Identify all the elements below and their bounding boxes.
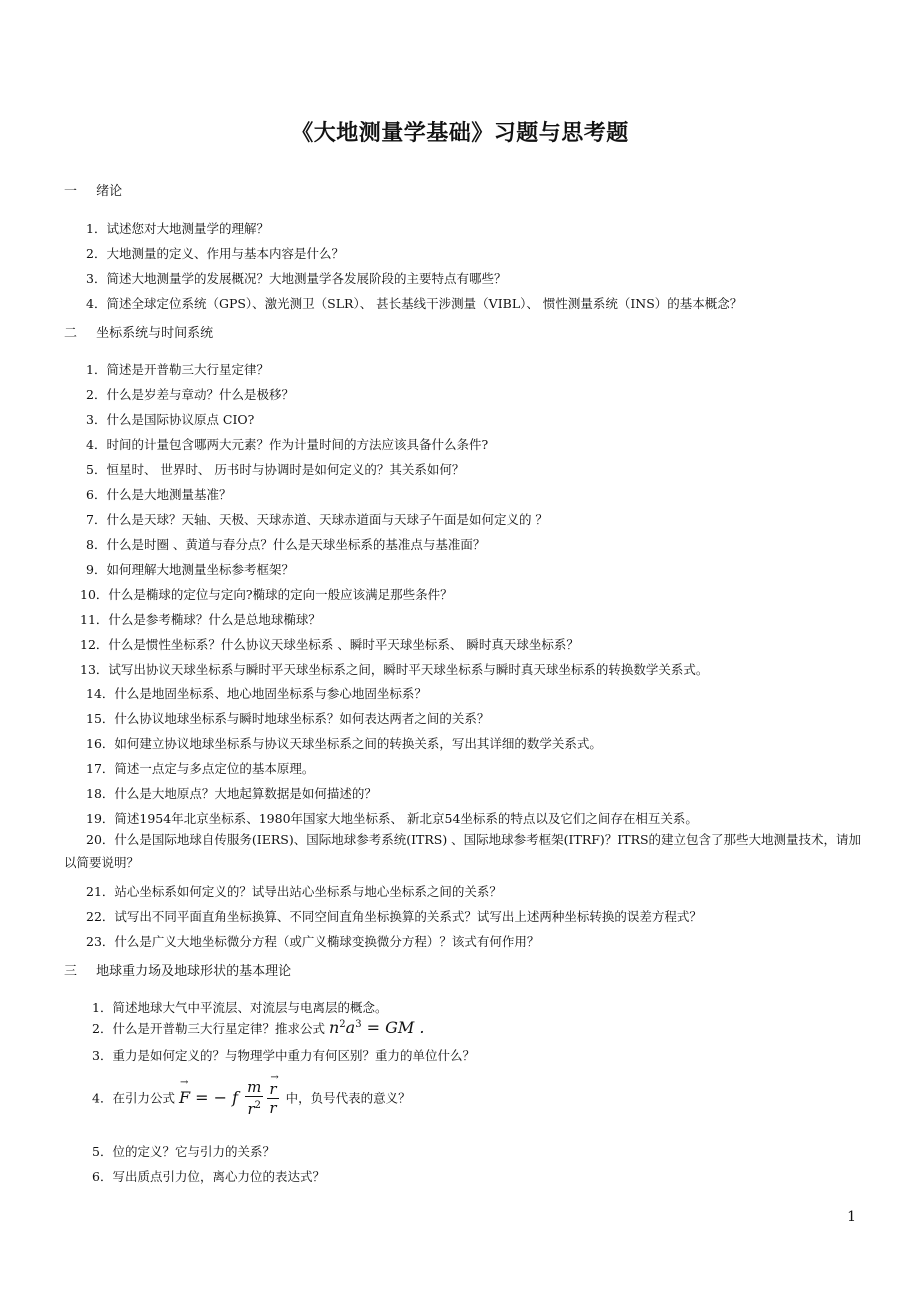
formula-symbol: r — [247, 1100, 255, 1118]
list-item: 1．简述是开普勒三大行星定律？ — [86, 362, 269, 377]
section-title: 绪论 — [96, 184, 123, 199]
section-title: 坐标系统与时间系统 — [96, 326, 214, 341]
vector-f — [178, 1076, 191, 1107]
list-item: 22．试写出不同平面直角坐标换算、不同空间直角坐标换算的关系式？试写出上述两种坐标转换的误差方程式？ — [86, 909, 702, 924]
document-title: 《大地测量学基础》习题与思考题 — [291, 121, 629, 146]
list-item: 15．什么协议地球坐标系与瞬时地球坐标系？如何表达两者之间的关系？ — [86, 711, 490, 726]
section-heading-3 — [64, 960, 291, 979]
list-item: 6．写出质点引力位，离心力位的表达式？ — [92, 1169, 325, 1184]
fraction-m-r2 — [245, 1078, 263, 1118]
list-item: 2．大地测量的定义、作用与基本内容是什么？ — [86, 246, 344, 261]
section-title: 地球重力场及地球形状的基本理论 — [96, 964, 292, 979]
list-item: 5．恒星时、 世界时、 历书时与协调时是如何定义的？其关系如何？ — [86, 462, 465, 477]
gravity-formula — [178, 1071, 286, 1118]
list-item: 10．什么是椭球的定位与定向?椭球的定向一般应该满足那些条件？ — [80, 587, 453, 602]
numerator — [267, 1071, 279, 1099]
list-item-gravity — [92, 1071, 411, 1118]
denominator: r — [269, 1098, 277, 1117]
vector-r — [269, 1071, 279, 1098]
list-item-text: 4．在引力公式 — [92, 1090, 175, 1106]
list-item: 1．简述地球大气中平流层、对流层与电离层的概念。 — [92, 1000, 388, 1015]
list-item: 20．什么是国际地球自传服务(IERS)、国际地球参考系统(ITRS) 、国际地球参考框架(ITRF)？ITRS的建立包含了那些大地测量技术，请加以简要说明？ — [64, 832, 862, 870]
formula-operator: = − f — [190, 1087, 244, 1107]
list-item: 13．试写出协议天球坐标系与瞬时平天球坐标系之间，瞬时平天球坐标系与瞬时真天球坐标系的转换数学关系式。 — [80, 662, 709, 677]
list-item: 2．什么是岁差与章动？什么是极移？ — [86, 387, 294, 402]
list-item: 4．时间的计量包含哪两大元素？作为计量时间的方法应该具备什么条件? — [86, 437, 489, 452]
kepler-formula — [329, 1018, 425, 1037]
list-item: 7．什么是天球？天轴、天极、天球赤道、天球赤道面与天球子午面是如何定义的 ？ — [86, 512, 548, 527]
list-item: 21．站心坐标系如何定义的？试导出站心坐标系与地心坐标系之间的关系？ — [86, 884, 502, 899]
formula-symbol: r — [269, 1079, 277, 1098]
formula-exponent: 2 — [339, 1019, 346, 1030]
list-item: 17．简述一点定与多点定位的基本原理。 — [86, 761, 315, 776]
list-item: 1．试述您对大地测量学的理解？ — [86, 221, 269, 236]
list-item: 23．什么是广义大地坐标微分方程（或广义椭球变换微分方程）？该式有何作用？ — [86, 934, 540, 949]
list-item: 18．什么是大地原点？大地起算数据是如何描述的？ — [86, 786, 377, 801]
list-item-suffix: 中，负号代表的意义？ — [285, 1090, 411, 1106]
list-item: 3．什么是国际协议原点 CIO? — [86, 412, 255, 427]
list-item: 6．什么是大地测量基准？ — [86, 487, 232, 502]
list-item: 14．什么是地固坐标系、地心地固坐标系与参心地固坐标系？ — [86, 686, 427, 701]
list-item: 16．如何建立协议地球坐标系与协议天球坐标系之间的转换关系，写出其详细的数学关系式。 — [86, 736, 602, 751]
list-item: 3．重力是如何定义的？与物理学中重力有何区别？重力的单位什么？ — [92, 1048, 475, 1063]
vector-arrow-icon: → — [270, 1071, 279, 1083]
list-item: 5．位的定义？它与引力的关系？ — [92, 1144, 275, 1159]
section-number: 三 — [64, 964, 78, 979]
list-item-kepler — [92, 1018, 424, 1037]
section-number: 一 — [64, 184, 78, 199]
list-item: 9．如何理解大地测量坐标参考框架？ — [86, 562, 294, 577]
formula-exponent: 3 — [355, 1019, 362, 1030]
list-item-text: 2．什么是开普勒三大行星定律？推求公式 — [92, 1021, 325, 1036]
formula-rhs: = GM . — [361, 1018, 425, 1037]
list-item: 19．简述1954年北京坐标系、1980年国家大地坐标系、 新北京54坐标系的特点以及它们之间存在相互关系。 — [86, 811, 698, 826]
section-heading-2 — [64, 322, 213, 341]
denominator — [245, 1097, 263, 1118]
list-item: 12．什么是惯性坐标系？什么协议天球坐标系 、瞬时平天球坐标系、 瞬时真天球坐标系？ — [80, 637, 579, 652]
formula-exponent: 2 — [254, 1100, 262, 1111]
section-number: 二 — [64, 326, 78, 341]
list-item: 8．什么是时圈 、黄道与春分点？什么是天球坐标系的基准点与基准面？ — [86, 537, 486, 552]
formula-symbol: n — [328, 1018, 340, 1037]
section-heading-1 — [64, 180, 122, 199]
formula-symbol: a — [345, 1018, 356, 1037]
vector-arrow-icon: → — [179, 1076, 189, 1088]
list-item: 11．什么是参考椭球？什么是总地球椭球？ — [80, 612, 321, 627]
numerator: m — [247, 1078, 262, 1096]
page-number: 1 — [847, 1209, 856, 1225]
fraction-r-r — [267, 1071, 279, 1117]
list-item: 4．简述全球定位系统（GPS）、激光测卫（SLR）、 甚长基线干涉测量（VIBL）、 惯性测量系统（INS）的基本概念？ — [86, 296, 743, 311]
list-item: 3．简述大地测量学的发展概况？大地测量学各发展阶段的主要特点有哪些？ — [86, 271, 507, 286]
formula-symbol: F — [178, 1087, 191, 1107]
